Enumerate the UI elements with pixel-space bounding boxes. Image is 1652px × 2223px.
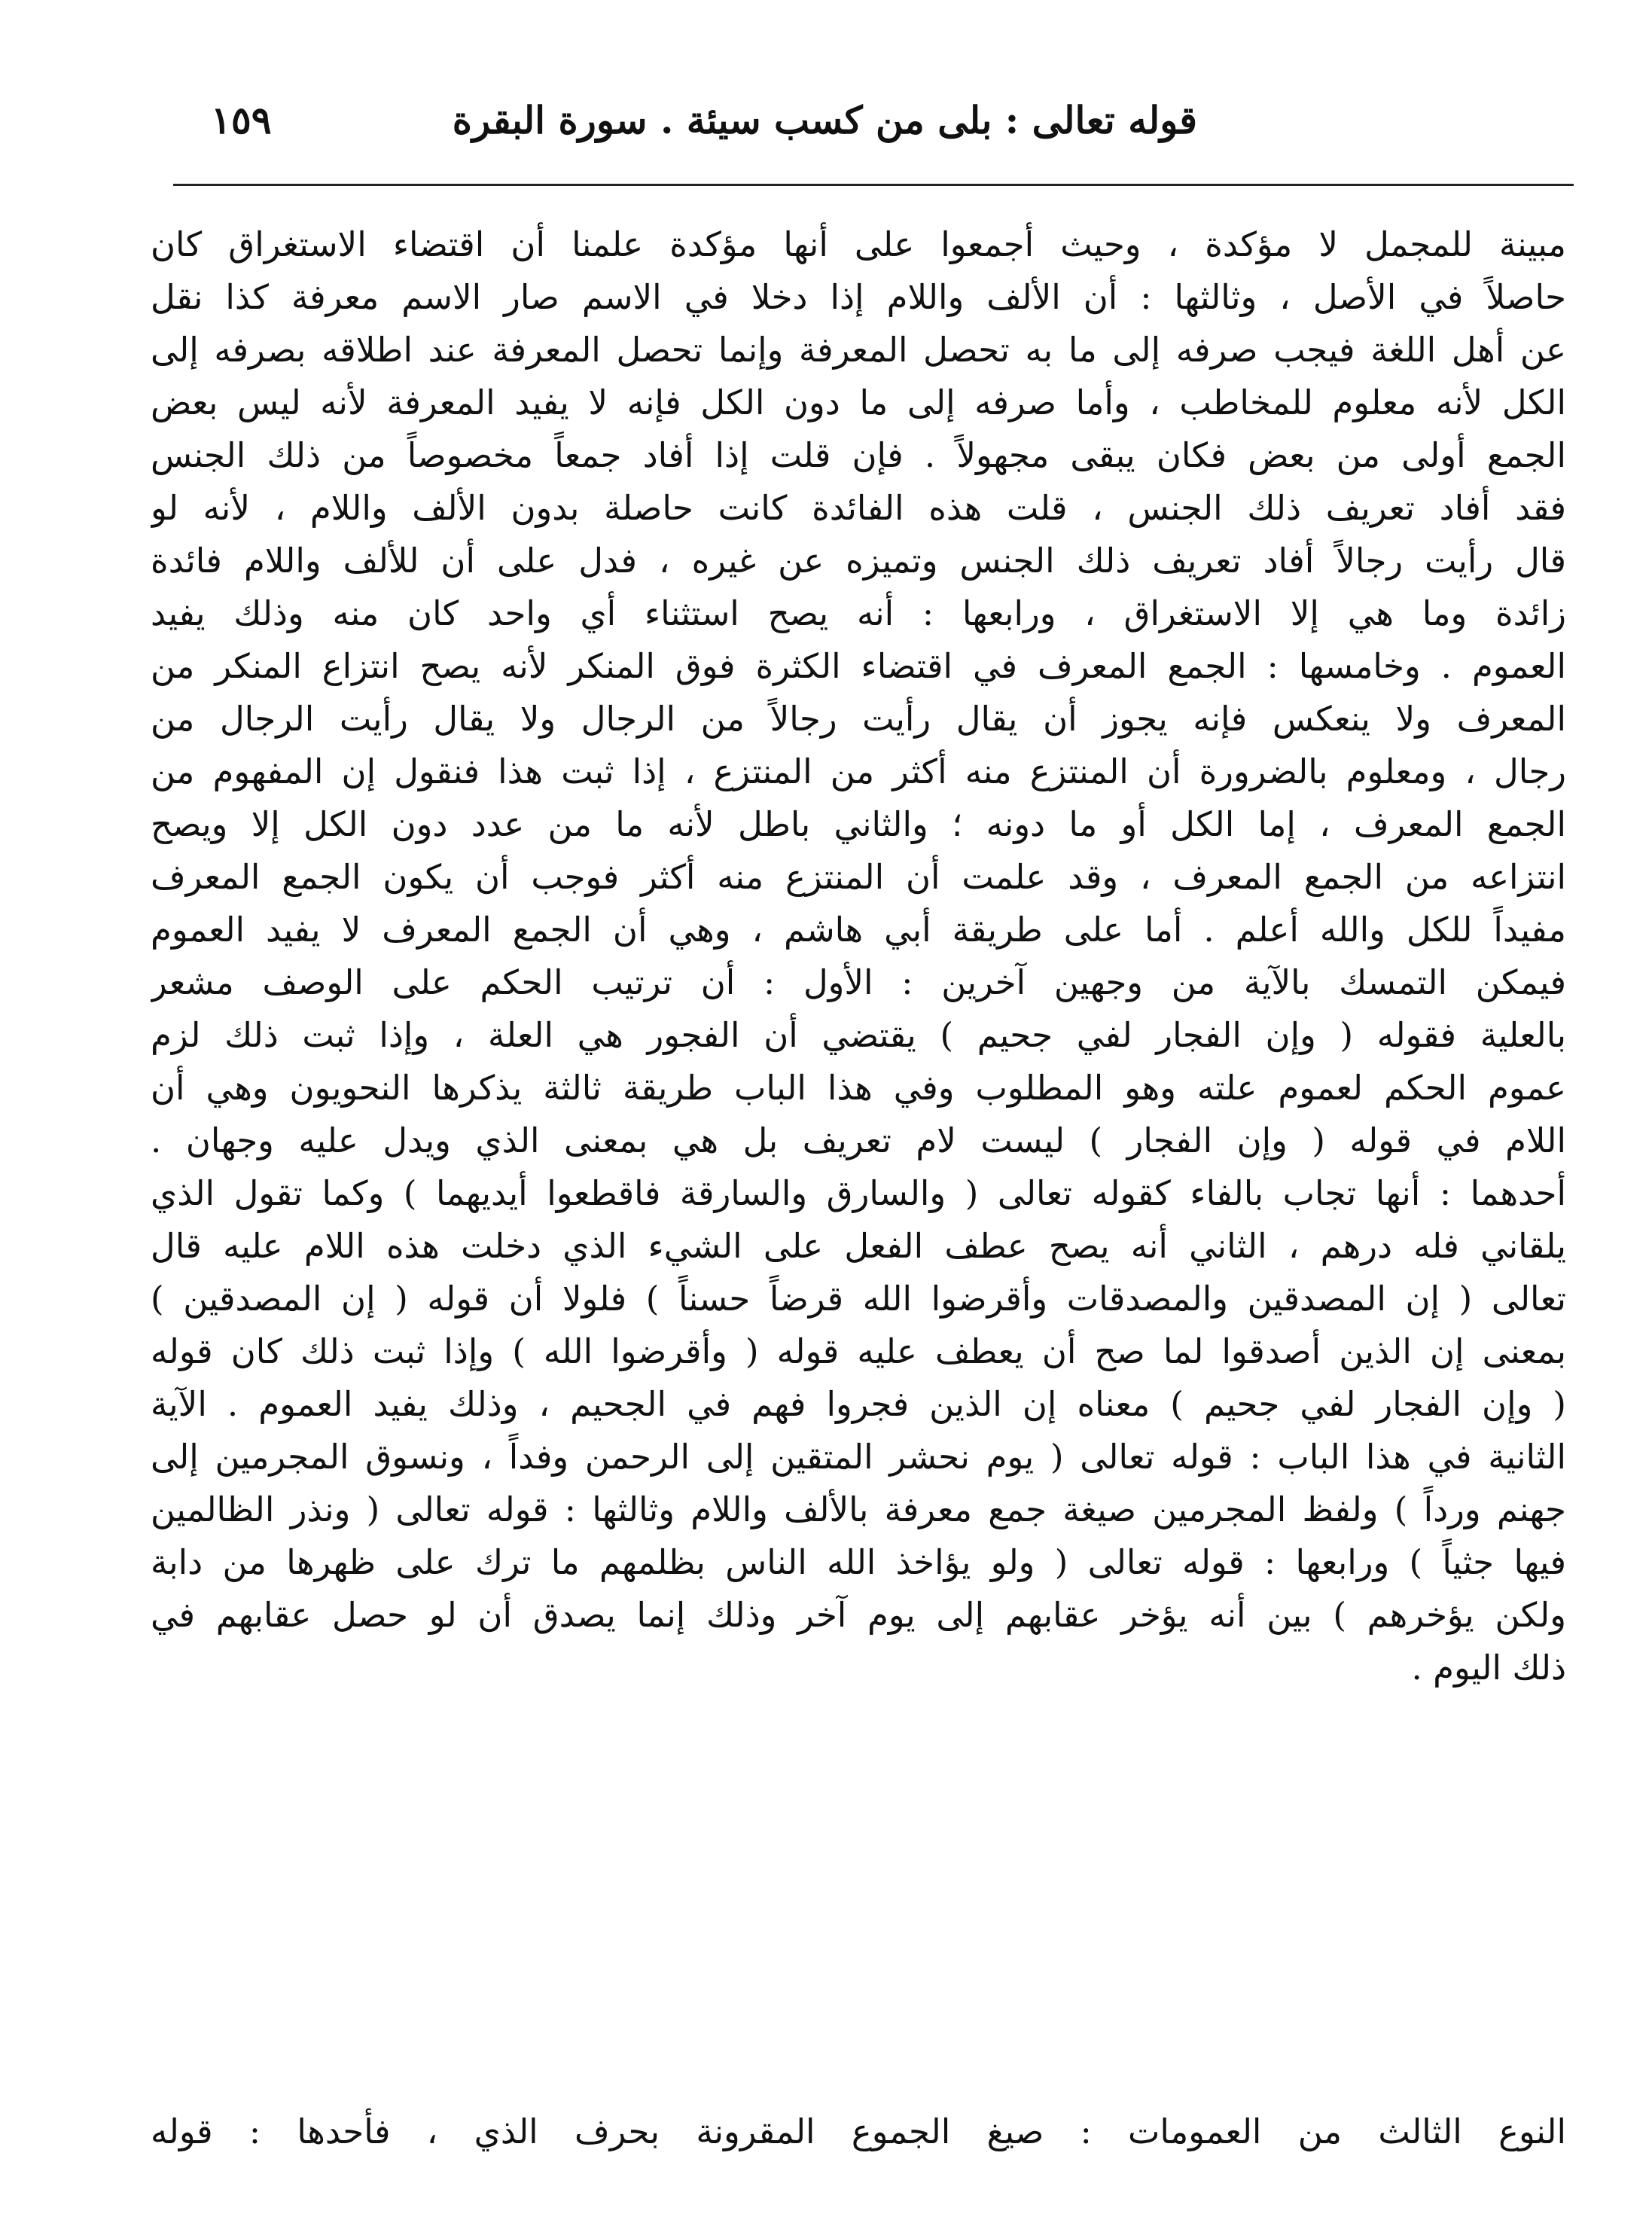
- running-title: قوله تعالى : بلى من كسب سيئة . سورة البقرة: [452, 98, 1197, 142]
- text-line: فقد أفاد تعريف ذلك الجنس ، قلت هذه الفائدة كانت حاصلة بدون الألف واللام ، لأنه لو: [151, 488, 1566, 528]
- text-line: زائدة وما هي إلا الاستغراق ، ورابعها : أنه يصح استثناء أي واحد كان منه وذلك يفيد: [151, 593, 1566, 633]
- text-line: بمعنى إن الذين أصدقوا لما صح أن يعطف عليه قوله ( وأقرضوا الله ) وإذا ثبت ذلك كان قوله: [151, 1331, 1566, 1371]
- text-line: انتزاعه من الجمع المعرف ، وقد علمت أن المنتزع منه أكثر فوجب أن يكون الجمع المعرف: [151, 857, 1566, 897]
- text-line: حاصلاً في الأصل ، وثالثها : أن الألف واللام إذا دخلا في الاسم صار الاسم معرفة كذا نقل: [151, 277, 1566, 317]
- text-line: تعالى ( إن المصدقين والمصدقات وأقرضوا الله قرضاً حسناً ) فلولا أن قوله ( إن المصدقين ): [151, 1279, 1566, 1319]
- text-line: اللام في قوله ( وإن الفجار ) ليست لام تعريف بل هي بمعنى الذي ويدل عليه وجهان .: [151, 1121, 1566, 1160]
- text-line: الجمع أولى من بعض فكان يبقى مجهولاً . فإن قلت إذا أفاد جمعاً مخصوصاً من ذلك الجنس: [151, 435, 1566, 475]
- text-line: أحدهما : أنها تجاب بالفاء كقوله تعالى ( والسارق والسارقة فاقطعوا أيديهما ) وكما تقول الذي: [151, 1173, 1566, 1213]
- text-line: العموم . وخامسها : الجمع المعرف في اقتضاء الكثرة فوق المنكر لأنه يصح انتزاع المنكر من: [151, 646, 1566, 686]
- text-line: فيمكن التمسك بالآية من وجهين آخرين : الأول : أن ترتيب الحكم على الوصف مشعر: [151, 962, 1566, 1002]
- text-line: جهنم ورداً ) ولفظ المجرمين صيغة جمع معرفة بالألف واللام وثالثها : قوله تعالى ( ونذر الظالمين: [151, 1490, 1566, 1529]
- text-line: الكل لأنه معلوم للمخاطب ، وأما صرفه إلى ما دون الكل فإنه لا يفيد المعرفة لأنه ليس بعض: [151, 383, 1566, 422]
- text-line: بالعلية فقوله ( وإن الفجار لفي جحيم ) يقتضي أن الفجور هي العلة ، وإذا ثبت ذلك لزم: [151, 1015, 1566, 1055]
- page-header: [196, 90, 1551, 158]
- text-line: رجال ، ومعلوم بالضرورة أن المنتزع منه أكثر من المنتزع ، إذا ثبت هذا فنقول إن المفهوم من: [151, 752, 1566, 791]
- text-line: عن أهل اللغة فيجب صرفه إلى ما به تحصل المعرفة وإنما تحصل المعرفة عند اطلاقه بصرفه إلى: [151, 330, 1566, 370]
- text-line: الثانية في هذا الباب : قوله تعالى ( يوم نحشر المتقين إلى الرحمن وفداً ، ونسوق المجرمين إلى: [151, 1437, 1566, 1477]
- page-number: ١٥٩: [211, 98, 272, 142]
- section-heading-line: النوع الثالث من العمومات : صيغ الجموع المقرونة بحرف الذي ، فأحدها : قوله: [151, 2112, 1566, 2151]
- text-line: ذلك اليوم .: [1411, 1648, 1566, 1688]
- text-line: مفيداً للكل والله أعلم . أما على طريقة أبي هاشم ، وهي أن الجمع المعرف لا يفيد العموم: [151, 910, 1566, 950]
- text-line: قال رأيت رجالاً أفاد تعريف ذلك الجنس وتميزه عن غيره ، فدل على أن للألف واللام فائدة: [151, 541, 1566, 581]
- text-line: مبينة للمجمل لا مؤكدة ، وحيث أجمعوا على أنها مؤكدة علمنا أن اقتضاء الاستغراق كان: [151, 224, 1566, 264]
- text-line: ( وإن الفجار لفي جحيم ) معناه إن الذين فجروا فهم في الجحيم ، وذلك يفيد العموم . الآية: [151, 1384, 1566, 1424]
- text-line: عموم الحكم لعموم علته وهو المطلوب وفي هذا الباب طريقة ثالثة يذكرها النحويون وهي أن: [151, 1068, 1566, 1108]
- text-line: الجمع المعرف ، إما الكل أو ما دونه ؛ والثاني باطل لأنه ما من عدد دون الكل إلا ويصح: [151, 804, 1566, 844]
- text-line: يلقاني فله درهم ، الثاني أنه يصح عطف الفعل على الشيء الذي دخلت هذه اللام عليه قال: [151, 1226, 1566, 1266]
- text-line: فيها جثياً ) ورابعها : قوله تعالى ( ولو يؤاخذ الله الناس بظلمهم ما ترك على ظهرها من دابة: [151, 1542, 1566, 1582]
- body-text: [151, 218, 1566, 1694]
- text-line: المعرف ولا ينعكس فإنه يجوز أن يقال رأيت رجالاً من الرجال ولا يقال رأيت الرجال من: [151, 699, 1566, 739]
- header-divider: [173, 184, 1574, 186]
- text-line: ولكن يؤخرهم ) بين أنه يؤخر عقابهم إلى يوم آخر وذلك إنما يصدق أن لو حصل عقابهم في: [151, 1595, 1566, 1635]
